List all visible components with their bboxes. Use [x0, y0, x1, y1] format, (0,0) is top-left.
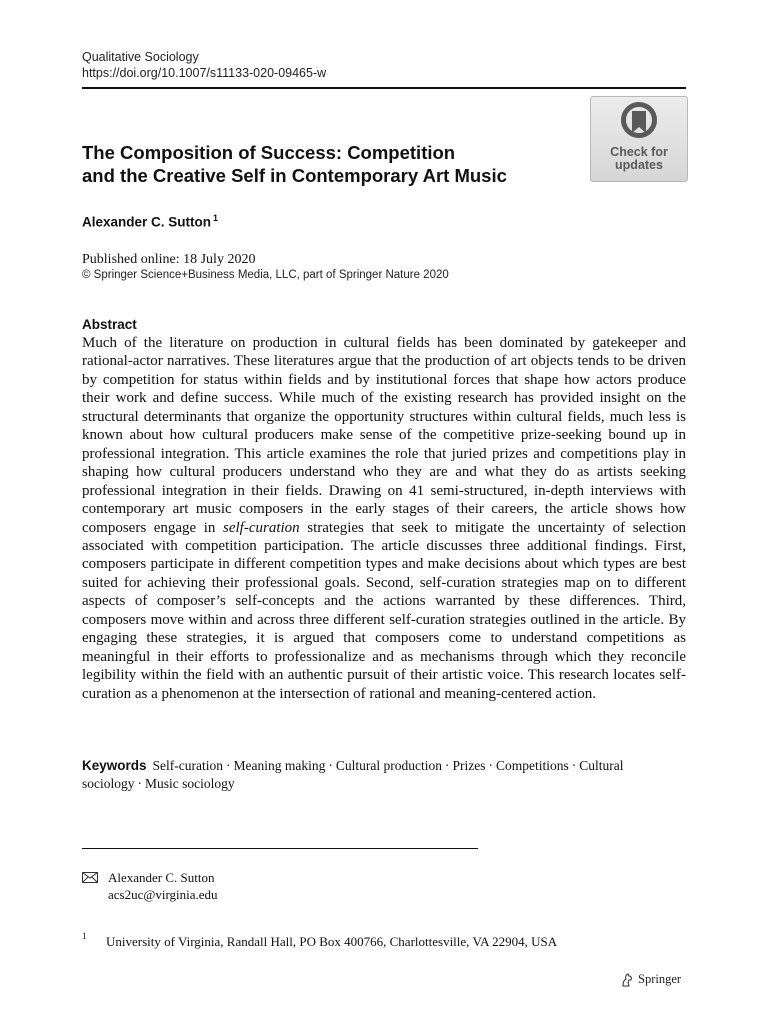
- author-affil-mark: 1: [213, 213, 219, 223]
- affiliation: University of Virginia, Randall Hall, PO Box 400766, Charlottesville, VA 22904, USA: [106, 934, 558, 949]
- keyword: Meaning making: [233, 758, 326, 773]
- footnote-rule: [82, 848, 478, 849]
- contact-name: Alexander C. Sutton: [108, 870, 215, 885]
- header-rule: [82, 87, 686, 89]
- keywords-label: Keywords: [82, 758, 147, 773]
- author-line: [82, 213, 218, 230]
- badge-line-2: updates: [615, 158, 663, 172]
- keyword: Prizes: [452, 758, 486, 773]
- keyword: Self-curation: [152, 758, 224, 773]
- copyright-line: © Springer Science+Business Media, LLC, part of Springer Nature 2020: [82, 269, 449, 281]
- keyword: Cultural: [579, 758, 624, 773]
- badge-line-1: Check for: [610, 145, 668, 159]
- affiliation-number: 1: [82, 931, 87, 941]
- article-title: [82, 141, 562, 187]
- publisher-name: Springer: [638, 972, 682, 986]
- envelope-icon: [82, 872, 98, 883]
- keyword: Music sociology: [145, 776, 235, 791]
- check-for-updates-badge[interactable]: [590, 96, 688, 182]
- published-date: Published online: 18 July 2020: [82, 252, 256, 267]
- abstract-italic-term: self-curation: [223, 519, 300, 536]
- keyword: Cultural production: [335, 758, 442, 773]
- title-line-2: and the Creative Self in Contemporary Art Music: [82, 165, 507, 186]
- publisher-logo: [620, 972, 681, 987]
- keywords-line-1: Keywords Self-curation · Meaning making · Cultural production · Prizes · Competitions · Cultural: [82, 758, 624, 773]
- keyword: sociology: [82, 776, 135, 791]
- author-name[interactable]: Alexander C. Sutton: [82, 214, 212, 230]
- springer-horse-icon: [620, 973, 634, 987]
- abstract-heading: Abstract: [82, 317, 137, 332]
- keywords-line-2: sociology · Music sociology: [82, 776, 235, 791]
- abstract-text-1: Much of the literature on production in cultural fields has been dominated by gatekeeper and rational-actor narratives. These literatures argue that the production of art objects tends to be driven by competition for status within fields and by institutional forces that shape how actors produce their work and define success. While much of the existing research has provided insight on the structural determinants that organize the opportunity structures within cultural fields, much less is known about how cultural producers make sense of the competitive prize-seeking bound up in professional integration. This article examines the role that juried prizes and competitions play in shaping how cultural producers understand who they are and what they do as artists seeking professional integration in their fields. Drawing on 41 semi-structured, in-depth interviews with contemporary art music composers in the early stages of their careers, the article shows how composers engage in: [82, 335, 686, 536]
- contact-email[interactable]: acs2uc@virginia.edu: [108, 887, 218, 902]
- title-line-1: The Composition of Success: Competition: [82, 142, 456, 163]
- contact-block: [108, 869, 218, 903]
- abstract-body: [82, 334, 686, 703]
- abstract-text-2: strategies that seek to mitigate the uncertainty of selection associated with competition participation. The article discusses three additional findings. First, composers participate in different competition types and make decisions about which types are best suited for achieving their professional goals. Second, self-curation strategies map on to different aspects of composer’s self-concepts and the actions warranted by these differences. Third, composers move within and across three different self-curation strategies outlined in the article. By engaging these strategies, it is argued that composers come to understand competitions as meaningful in their efforts to professionalize and as mechanisms through which they reconcile legibility within the field with an authentic pursuit of their artistic voice. This research locates self-curation as a phenomenon at the intersection of rational and meaning-centered action.: [82, 519, 687, 702]
- journal-name: Qualitative Sociology: [82, 50, 199, 64]
- keyword: Competitions: [495, 758, 569, 773]
- check-for-updates-icon: [619, 101, 659, 143]
- journal-header: [82, 49, 326, 81]
- doi-link[interactable]: https://doi.org/10.1007/s11133-020-09465-w: [82, 66, 327, 80]
